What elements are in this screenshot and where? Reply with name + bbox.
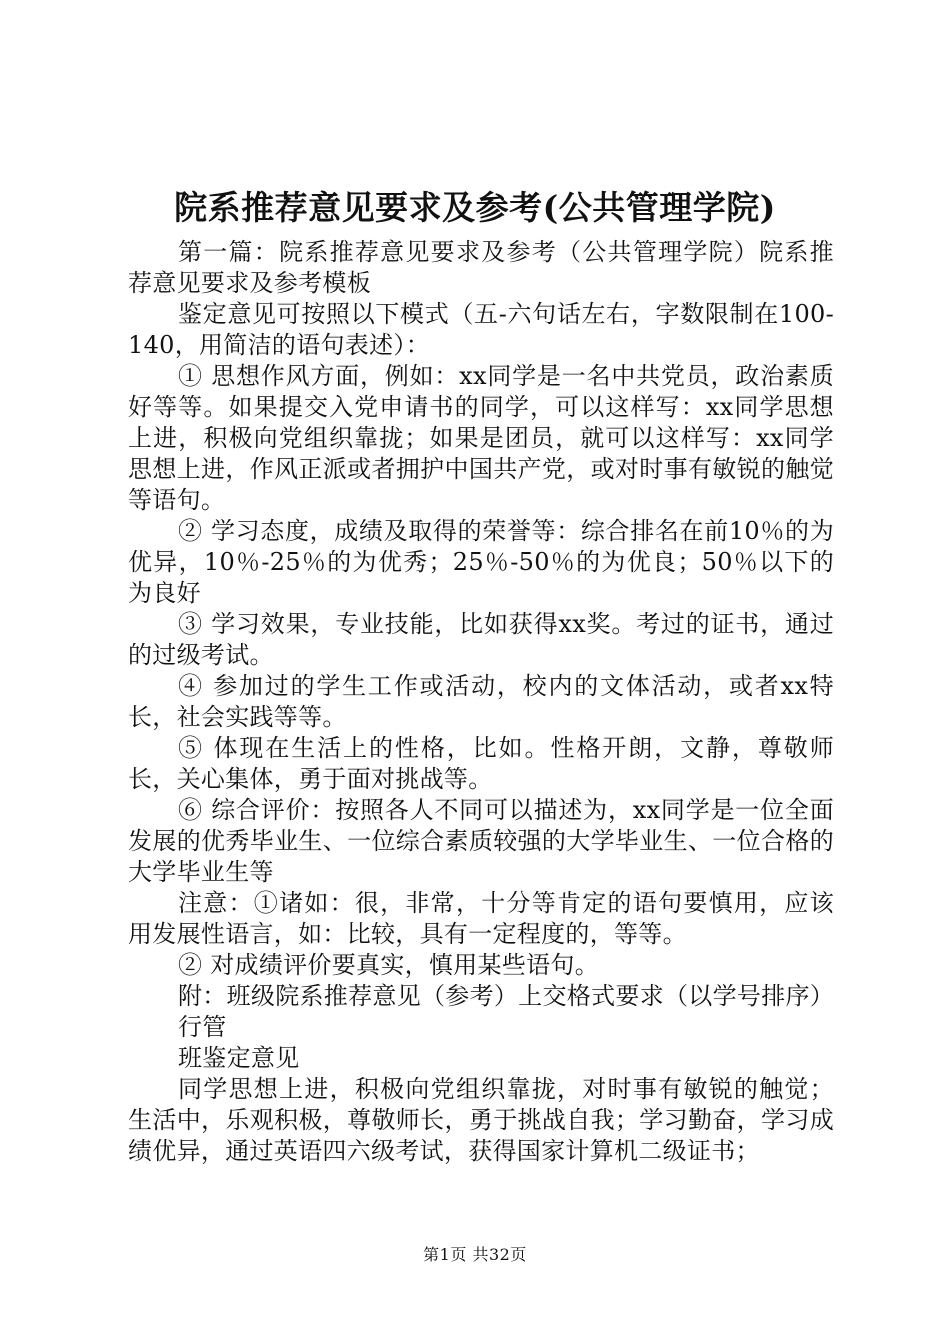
paragraph-mode: 鉴定意见可按照以下模式（五-六句话左右，字数限制在100-140，用简洁的语句表述）： xyxy=(128,300,834,359)
paragraph-item-3: ③ 学习效果，专业技能，比如获得xx奖。考过的证书，通过的过级考试。 xyxy=(128,610,834,669)
paragraph-item-5: ⑤ 体现在生活上的性格，比如。性格开朗，文静，尊敬师长，关心集体，勇于面对挑战等。 xyxy=(128,734,834,793)
paragraph-intro: 第一篇：院系推荐意见要求及参考（公共管理学院）院系推荐意见要求及参考模板 xyxy=(128,238,834,297)
paragraph-class-label: 行管 xyxy=(178,1013,227,1041)
paragraph-item-4: ④ 参加过的学生工作或活动，校内的文体活动，或者xx特长，社会实践等等。 xyxy=(128,672,834,731)
paragraph-item-2: ② 学习态度，成绩及取得的荣誉等：综合排名在前10％的为优异，10％-25％的为优秀；25％-50％的为优良；50％以下的为良好 xyxy=(128,517,834,607)
document-title: 院系推荐意见要求及参考(公共管理学院) xyxy=(174,188,776,227)
paragraph-sample-opinion: 同学思想上进，积极向党组织靠拢，对时事有敏锐的触觉；生活中，乐观积极，尊敬师长，勇于挑战自我；学习勤奋，学习成绩优异，通过英语四六级考试，获得国家计算机二级证书； xyxy=(128,1075,834,1165)
paragraph-note-2: ② 对成绩评价要真实，慎用某些语句。 xyxy=(178,951,600,979)
paragraph-item-6: ⑥ 综合评价：按照各人不同可以描述为，xx同学是一位全面发展的优秀毕业生、一位综合素质较强的大学毕业生、一位合格的大学毕业生等 xyxy=(128,796,834,886)
paragraph-opinion-heading: 班鉴定意见 xyxy=(178,1044,300,1072)
document-body xyxy=(128,237,834,1167)
paragraph-note-1: 注意：①诸如：很，非常，十分等肯定的语句要慎用，应该用发展性语言，如：比较，具有一定程度的，等等。 xyxy=(128,889,834,948)
paragraph-item-1: ① 思想作风方面，例如：xx同学是一名中共党员，政治素质好等等。如果提交入党申请书的同学，可以这样写：xx同学思想上进，积极向党组织靠拢；如果是团员，就可以这样写：xx同学思想上进，作风正派或者拥护中国共产党，或对时事有敏锐的触觉等语句。 xyxy=(128,362,834,514)
paragraph-appendix: 附：班级院系推荐意见（参考）上交格式要求（以学号排序） xyxy=(178,982,835,1010)
page-footer: 第1页 共32页 xyxy=(423,1245,527,1264)
